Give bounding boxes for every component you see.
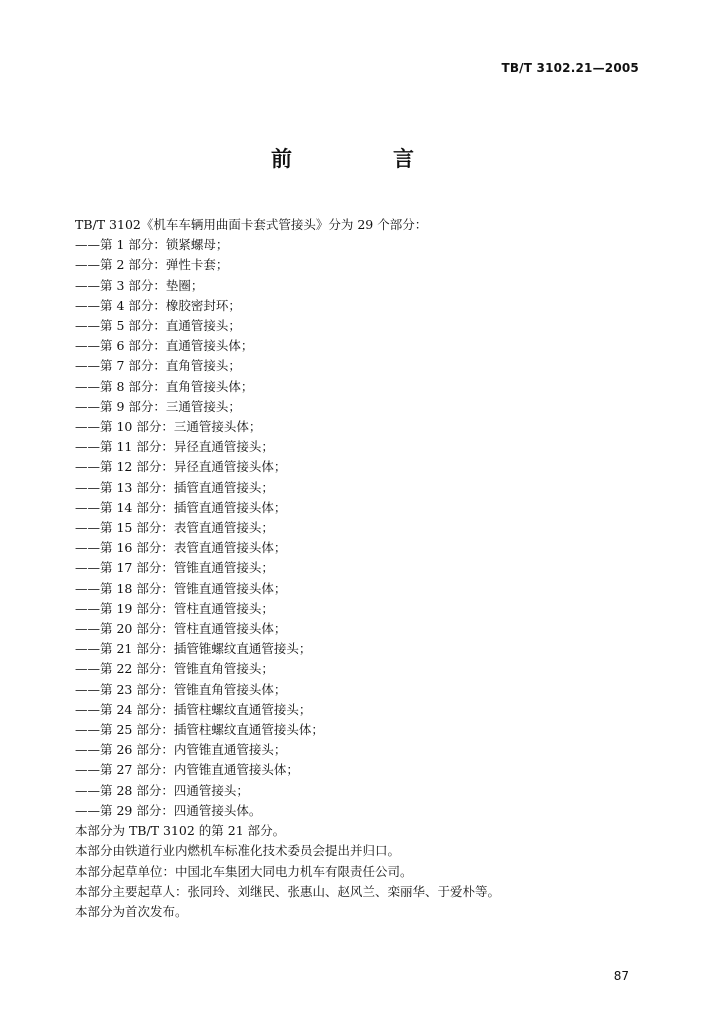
list-item: ——第 6 部分：直通管接头体； — [75, 338, 254, 354]
closing-paragraph-part-statement: 本部分为 TB/T 3102 的第 21 部分。 — [75, 823, 286, 839]
intro-paragraph: TB/T 3102《机车车辆用曲面卡套式管接头》分为 29 个部分： — [75, 217, 428, 232]
list-item: ——第 29 部分：四通管接头体。 — [75, 802, 262, 818]
list-item: ——第 21 部分：插管锥螺纹直通管接头； — [75, 641, 312, 657]
page-number: 87 — [613, 969, 629, 983]
page-title: 前 言 — [271, 147, 454, 171]
list-item: ——第 11 部分：异径直通管接头； — [75, 439, 274, 455]
list-item: ——第 20 部分：管柱直通管接头体； — [75, 621, 287, 637]
closing-paragraph-drafting-unit: 本部分起草单位：中国北车集团大同电力机车有限责任公司。 — [75, 863, 413, 879]
list-item: ——第 7 部分：直角管接头； — [75, 358, 241, 374]
list-item: ——第 3 部分：垫圈； — [75, 277, 204, 293]
foreword-body — [75, 215, 645, 922]
parts-list — [75, 235, 645, 821]
list-item: ——第 10 部分：三通管接头体； — [75, 419, 262, 435]
list-item: ——第 14 部分：插管直通管接头体； — [75, 499, 287, 515]
list-item: ——第 24 部分：插管柱螺纹直通管接头； — [75, 701, 312, 717]
list-item: ——第 22 部分：管锥直角管接头； — [75, 661, 274, 677]
list-item: ——第 23 部分：管锥直角管接头体； — [75, 681, 287, 697]
closing-paragraph-first-release: 本部分为首次发布。 — [75, 903, 188, 919]
standard-number-header: TB/T 3102.21—2005 — [501, 61, 639, 75]
list-item: ——第 12 部分：异径直通管接头体； — [75, 459, 287, 475]
list-item: ——第 4 部分：橡胶密封环； — [75, 297, 241, 313]
list-item: ——第 13 部分：插管直通管接头； — [75, 479, 274, 495]
list-item: ——第 28 部分：四通管接头； — [75, 782, 249, 798]
closing-paragraph-drafters: 本部分主要起草人：张同玲、刘继民、张惠山、赵风兰、栾丽华、于爱朴等。 — [75, 883, 501, 899]
list-item: ——第 2 部分：弹性卡套； — [75, 257, 229, 273]
list-item: ——第 18 部分：管锥直通管接头体； — [75, 580, 287, 596]
list-item: ——第 16 部分：表管直通管接头体； — [75, 540, 287, 556]
list-item: ——第 1 部分：锁紧螺母； — [75, 237, 229, 253]
list-item: ——第 25 部分：插管柱螺纹直通管接头体； — [75, 722, 324, 738]
list-item: ——第 8 部分：直角管接头体； — [75, 378, 254, 394]
closing-paragraph-proposer: 本部分由铁道行业内燃机车标准化技术委员会提出并归口。 — [75, 843, 401, 859]
list-item: ——第 9 部分：三通管接头； — [75, 398, 241, 414]
list-item: ——第 27 部分：内管锥直通管接头体； — [75, 762, 299, 778]
list-item: ——第 15 部分：表管直通管接头； — [75, 520, 274, 536]
list-item: ——第 19 部分：管柱直通管接头； — [75, 600, 274, 616]
list-item: ——第 26 部分：内管锥直通管接头； — [75, 742, 287, 758]
list-item: ——第 5 部分：直通管接头； — [75, 318, 241, 334]
list-item: ——第 17 部分：管锥直通管接头； — [75, 560, 274, 576]
